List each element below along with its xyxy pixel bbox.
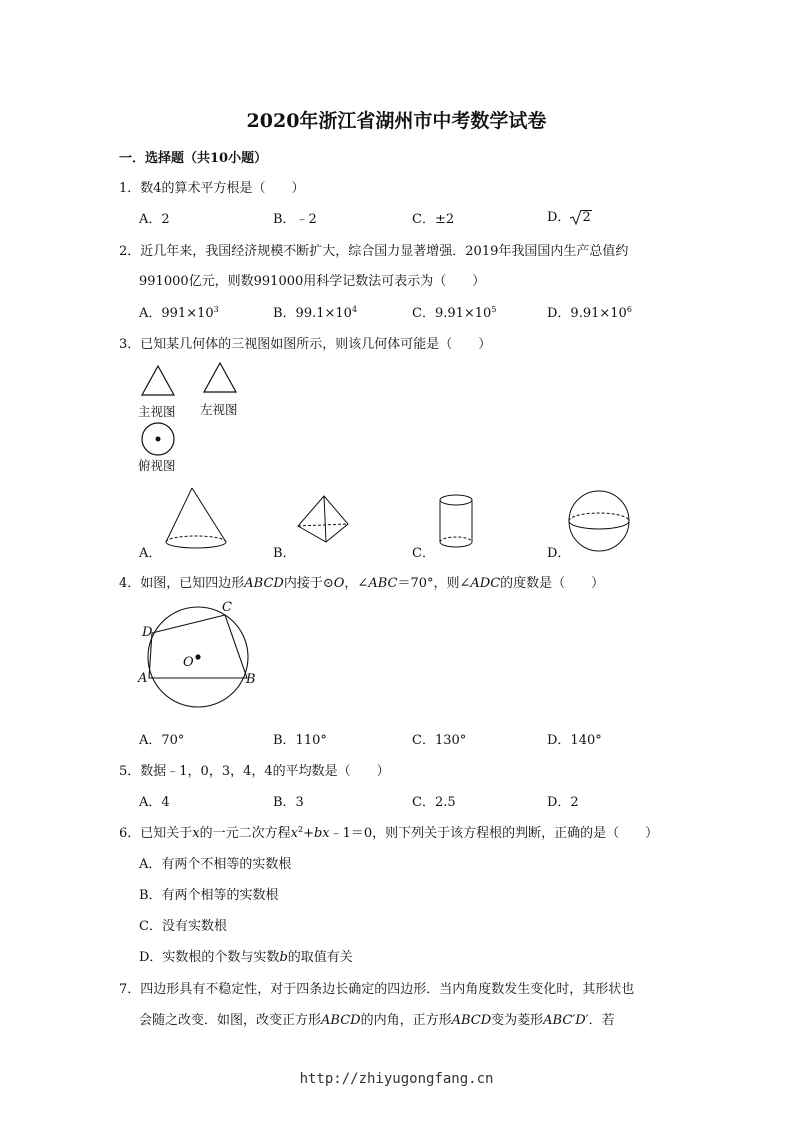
q4-option-d: D．140° bbox=[547, 733, 602, 748]
q6-bx: bx bbox=[313, 826, 330, 841]
section-heading: 一．选择题（共10小题） bbox=[119, 151, 268, 166]
q6-option-d-text-1: D．实数根的个数与实数 bbox=[139, 950, 280, 965]
question-4 bbox=[119, 572, 604, 591]
q3-option-a: A． bbox=[139, 546, 162, 561]
q7-text-1: 会随之改变．如图，改变正方形 bbox=[139, 1013, 322, 1028]
q6-plus: + bbox=[303, 826, 314, 841]
left-view-label: 左视图 bbox=[200, 402, 238, 417]
point-b-label: B bbox=[246, 672, 256, 687]
q6-option-c: C．没有实数根 bbox=[139, 919, 227, 934]
q5-option-b: B．3 bbox=[273, 795, 304, 810]
q2-option-d-exponent: 6 bbox=[626, 305, 632, 314]
q4-text-2: 内接于⊙ bbox=[283, 576, 334, 591]
q7-text-4: ．若 bbox=[588, 1013, 615, 1028]
front-view-label: 主视图 bbox=[138, 404, 176, 419]
q6-option-d-text-2: 的取值有关 bbox=[287, 950, 353, 965]
footer-url[interactable]: http://zhiyugongfang.cn bbox=[299, 1071, 494, 1087]
q6-x: x bbox=[192, 826, 200, 841]
q4-text-3: ，∠ bbox=[344, 576, 369, 591]
q7-text-2: 的内角，正方形 bbox=[360, 1013, 452, 1028]
top-view-circle bbox=[139, 421, 179, 459]
q2-option-c bbox=[412, 302, 496, 321]
q2-option-b-exponent: 4 bbox=[351, 305, 358, 314]
top-view-label: 俯视图 bbox=[138, 458, 176, 473]
q7-text-3: 变为菱形 bbox=[491, 1013, 544, 1028]
q1-option-d-label: D． bbox=[547, 210, 571, 225]
pyramid-figure bbox=[296, 494, 366, 554]
q6-x-squared: x bbox=[290, 826, 298, 841]
sqrt-radicand: 2 bbox=[582, 210, 591, 225]
question-2-line-1: 2．近几年来，我国经济规模不断扩大，综合国力显著增强．2019年我国国内生产总值约 bbox=[119, 244, 629, 259]
q1-option-a: A．2 bbox=[139, 212, 170, 227]
q2-option-d-base: D．9.91×10 bbox=[547, 306, 627, 321]
q7-abcd-1: ABCD bbox=[321, 1013, 361, 1028]
q6-option-a: A．有两个不相等的实数根 bbox=[139, 857, 292, 872]
q5-option-d: D．2 bbox=[547, 795, 579, 810]
question-7-line-1: 7．四边形具有不稳定性，对于四条边长确定的四边形．当内角度数发生变化时，其形状也 bbox=[119, 982, 635, 997]
q5-option-a: A．4 bbox=[139, 795, 170, 810]
q6-exponent: 2 bbox=[297, 825, 304, 834]
question-6 bbox=[119, 822, 658, 841]
q4-o: O bbox=[333, 576, 345, 591]
cone-figure bbox=[162, 486, 242, 556]
q4-abcd: ABCD bbox=[244, 576, 284, 591]
q4-abc: ABC bbox=[368, 576, 398, 591]
question-2-line-2: 991000亿元，则数991000用科学记数法可表示为（ ） bbox=[139, 274, 486, 289]
page-title: 2020年浙江省湖州市中考数学试卷 bbox=[246, 110, 547, 132]
q2-option-d bbox=[547, 302, 632, 321]
point-a-label: A bbox=[138, 671, 148, 686]
q2-option-c-exponent: 5 bbox=[491, 305, 497, 314]
q5-option-c: C．2.5 bbox=[412, 795, 456, 810]
question-1: 1．数4的算术平方根是（ ） bbox=[119, 181, 305, 196]
question-5: 5．数据﹣1，0，3，4，4的平均数是（ ） bbox=[119, 764, 390, 779]
q4-text-5: 的度数是（ ） bbox=[500, 576, 605, 591]
q2-option-b-base: B．99.1×10 bbox=[273, 306, 352, 321]
sqrt-symbol bbox=[570, 210, 591, 225]
q4-adc: ADC bbox=[470, 576, 501, 591]
left-view-triangle bbox=[201, 361, 241, 397]
q1-option-b: B．﹣2 bbox=[273, 212, 317, 227]
q7-abcd-2: ABCD bbox=[451, 1013, 492, 1028]
q6-option-d bbox=[139, 946, 353, 965]
question-7-line-2 bbox=[139, 1009, 615, 1028]
q3-option-c: C． bbox=[412, 546, 435, 561]
q2-option-c-base: C．9.91×10 bbox=[412, 306, 492, 321]
q7-abcd-3: ABC′D′ bbox=[543, 1013, 589, 1028]
q2-option-b bbox=[273, 302, 357, 321]
q4-text-4: ＝70°，则∠ bbox=[397, 576, 471, 591]
question-3: 3．已知某几何体的三视图如图所示，则该几何体可能是（ ） bbox=[119, 337, 492, 352]
cylinder-figure bbox=[438, 492, 488, 558]
q1-option-c: C．±2 bbox=[412, 212, 455, 227]
point-o-label: O bbox=[183, 655, 194, 670]
q6-option-b: B．有两个相等的实数根 bbox=[139, 888, 279, 903]
point-c-label: C bbox=[222, 600, 232, 615]
q3-option-b: B． bbox=[273, 546, 296, 561]
sphere-figure bbox=[568, 490, 638, 556]
q2-option-a-base: A．991×10 bbox=[139, 306, 214, 321]
q2-option-a bbox=[139, 302, 219, 321]
q3-option-d: D． bbox=[547, 546, 571, 561]
q6-text-3: ﹣1＝0，则下列关于该方程根的判断，正确的是（ ） bbox=[329, 826, 659, 841]
q6-text-1: 6．已知关于 bbox=[119, 826, 193, 841]
q4-option-a: A．70° bbox=[139, 733, 185, 748]
front-view-triangle bbox=[139, 364, 179, 400]
q4-option-b: B．110° bbox=[273, 733, 327, 748]
point-d-label: D bbox=[142, 625, 153, 640]
q6-option-d-b: b bbox=[279, 950, 288, 965]
q2-option-a-exponent: 3 bbox=[213, 305, 219, 314]
q4-option-c: C．130° bbox=[412, 733, 467, 748]
q1-option-d bbox=[547, 206, 592, 225]
q6-text-2: 的一元二次方程 bbox=[199, 826, 291, 841]
q4-text-1: 4．如图，已知四边形 bbox=[119, 576, 245, 591]
